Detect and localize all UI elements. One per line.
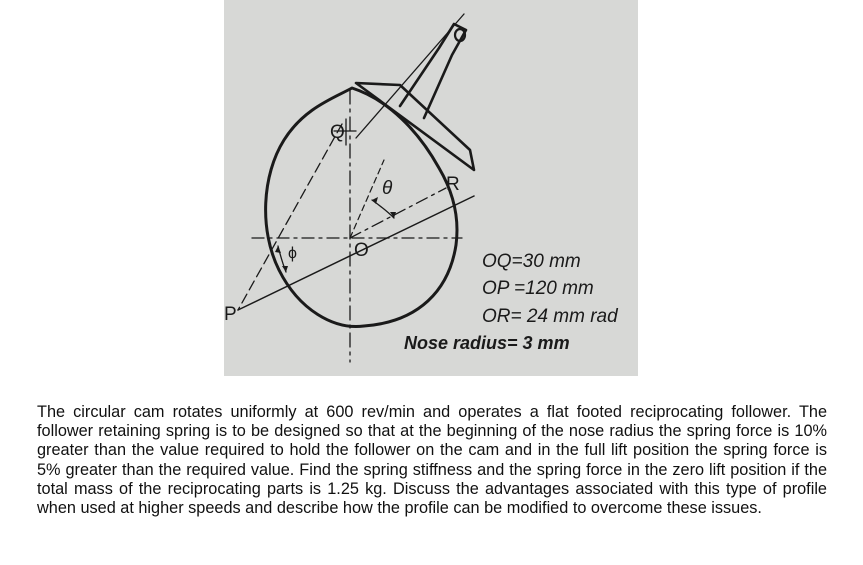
op-dimension: OP =120 mm (482, 278, 594, 299)
phi-arrow-1 (275, 246, 281, 253)
point-q-label: Q (330, 122, 345, 143)
follower-foot (356, 83, 474, 170)
point-o-label: O (354, 240, 369, 261)
point-r-label: R (446, 174, 460, 195)
radial-line-1 (350, 160, 384, 238)
theta-label: θ (382, 178, 393, 199)
cam-diagram (224, 0, 638, 376)
nose-radius-dimension: Nose radius= 3 mm (404, 333, 570, 353)
point-p-label: P (224, 304, 237, 325)
phi-label: ϕ (288, 245, 297, 262)
oq-dimension: OQ=30 mm (482, 251, 581, 272)
or-dimension: OR= 24 mm rad (482, 306, 618, 327)
line-qp (238, 124, 342, 310)
line-or (350, 188, 446, 238)
problem-statement: The circular cam rotates uniformly at 600 rev/min and operates a flat footed reciprocating follower. The follower retaining spring is to be designed so that at the beginning of the nose radius the spring force is 10% greater than the value required to hold the follower on the cam and in the full lift position the spring force is 5% greater than the required value. Find the spring stiffness and the spring force in the zero lift position if the total mass of the reciprocating parts is 1.25 kg. Discuss the advantages associated with this type of profile when used at higher speeds and describe how the profile can be modified to overcome these issues. (37, 403, 827, 518)
